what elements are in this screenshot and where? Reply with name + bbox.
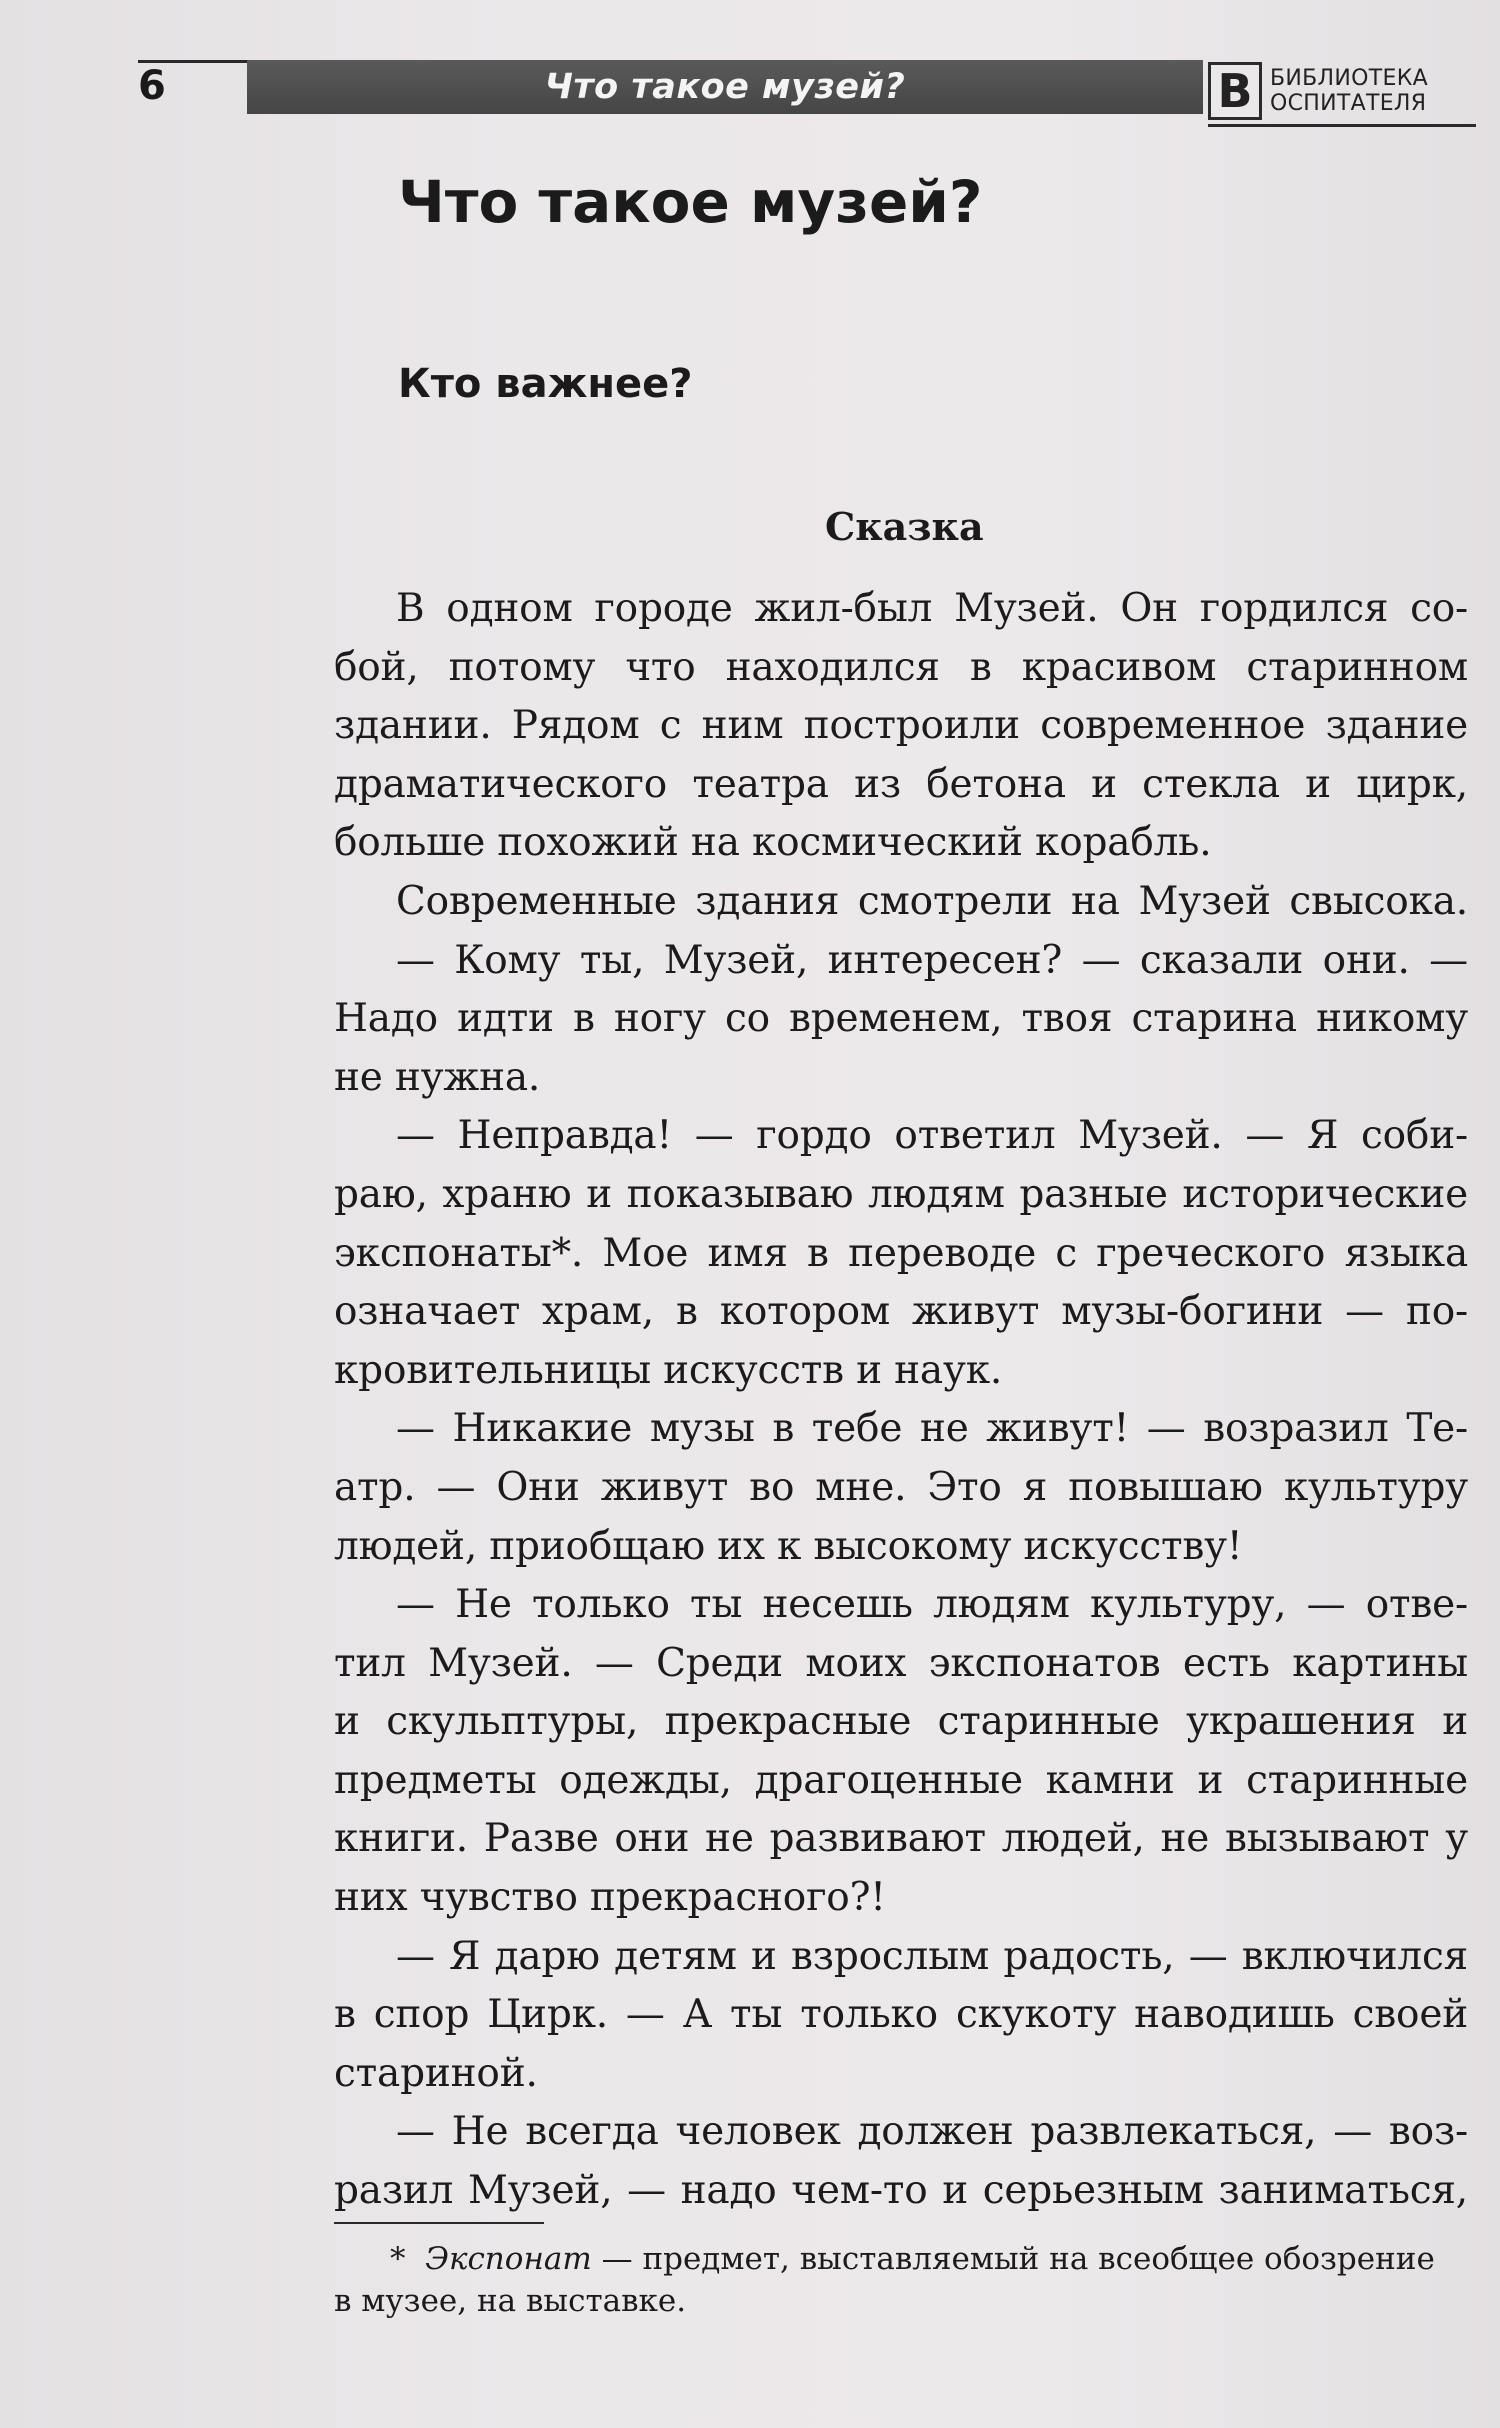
text-line: экспонаты*. Мое имя в переводе с греческого языка: [334, 1230, 1468, 1276]
story-body: [334, 580, 1468, 2221]
series-underline: [1208, 124, 1476, 127]
text-line: В одном городе жил-был Музей. Он гордился со-: [396, 586, 1468, 631]
text-line: людей, приобщаю их к высокому искусству!: [334, 1523, 1243, 1569]
running-header-bar: [247, 60, 1203, 114]
text-line: драматического театра из бетона и стекла и цирк,: [334, 761, 1468, 807]
text-line: — Неправда! — гордо ответил Музей. — Я соби-: [396, 1113, 1468, 1159]
series-logo-line1: БИБЛИОТЕКА: [1270, 66, 1428, 91]
section-title: Кто важнее?: [398, 361, 693, 407]
text-line: стариной.: [334, 2050, 538, 2096]
text-line: — Кому ты, Музей, интересен? — сказали они. —: [396, 937, 1468, 983]
series-logo-text: [1270, 66, 1428, 116]
text-line: книги. Разве они не развивают людей, не вызывают у: [334, 1816, 1468, 1862]
chapter-title: Что такое музей?: [398, 168, 983, 236]
text-line: — Я дарю детям и взрослым радость, — включился: [396, 1933, 1468, 1979]
text-line: них чувство прекрасного?!: [334, 1875, 886, 1921]
text-line: здании. Рядом с ним построили современное здание: [334, 703, 1468, 749]
text-line: больше похожий на космический корабль.: [334, 820, 1212, 866]
footnote-rule: [334, 2222, 544, 2224]
footnote-line-1: [334, 2238, 1468, 2280]
text-line: не нужна.: [334, 1054, 541, 1100]
text-line: тил Музей. — Среди моих экспонатов есть картины: [334, 1640, 1468, 1686]
footnote-term: Экспонат: [425, 2241, 592, 2277]
text-line: кровительницы искусств и наук.: [334, 1347, 1003, 1393]
footnote-line-2: в музее, на выставке.: [334, 2283, 687, 2319]
text-line: Современные здания смотрели на Музей свысока.: [396, 878, 1468, 924]
text-line: в спор Цирк. — А ты только скукоту наводишь своей: [334, 1992, 1468, 2038]
text-line: предметы одежды, драгоценные камни и старинные: [334, 1757, 1468, 1803]
story-title: Сказка: [825, 504, 984, 549]
text-line: — Не только ты несешь людям культуру, — отве-: [396, 1582, 1468, 1628]
text-line: раю, храню и показываю людям разные исторические: [334, 1171, 1468, 1217]
text-line: — Не всегда человек должен развлекаться, — воз-: [396, 2109, 1468, 2155]
footnote-definition: — предмет, выставляемый на всеобщее обозрение: [591, 2241, 1435, 2277]
text-line: означает храм, в котором живут музы-богини — по-: [334, 1289, 1468, 1335]
text-line: — Никакие музы в тебе не живут! — возразил Те-: [396, 1406, 1468, 1452]
series-logo-letter: В: [1208, 62, 1262, 120]
text-line: Надо идти в ногу со временем, твоя старина никому: [334, 996, 1468, 1042]
text-line: разил Музей, — надо чем-то и серьезным заниматься,: [334, 2168, 1468, 2214]
series-logo: [1208, 58, 1476, 124]
footnote: [334, 2238, 1468, 2322]
running-header-title: Что такое музей?: [544, 67, 906, 107]
page-number: 6: [138, 63, 166, 109]
text-line: и скульптуры, прекрасные старинные украшения и: [334, 1699, 1468, 1745]
series-logo-line2: ОСПИТАТЕЛЯ: [1270, 91, 1427, 116]
text-line: бой, потому что находился в красивом старинном: [334, 644, 1468, 690]
text-line: атр. — Они живут во мне. Это я повышаю культуру: [334, 1464, 1468, 1510]
footnote-marker: *: [390, 2241, 406, 2277]
